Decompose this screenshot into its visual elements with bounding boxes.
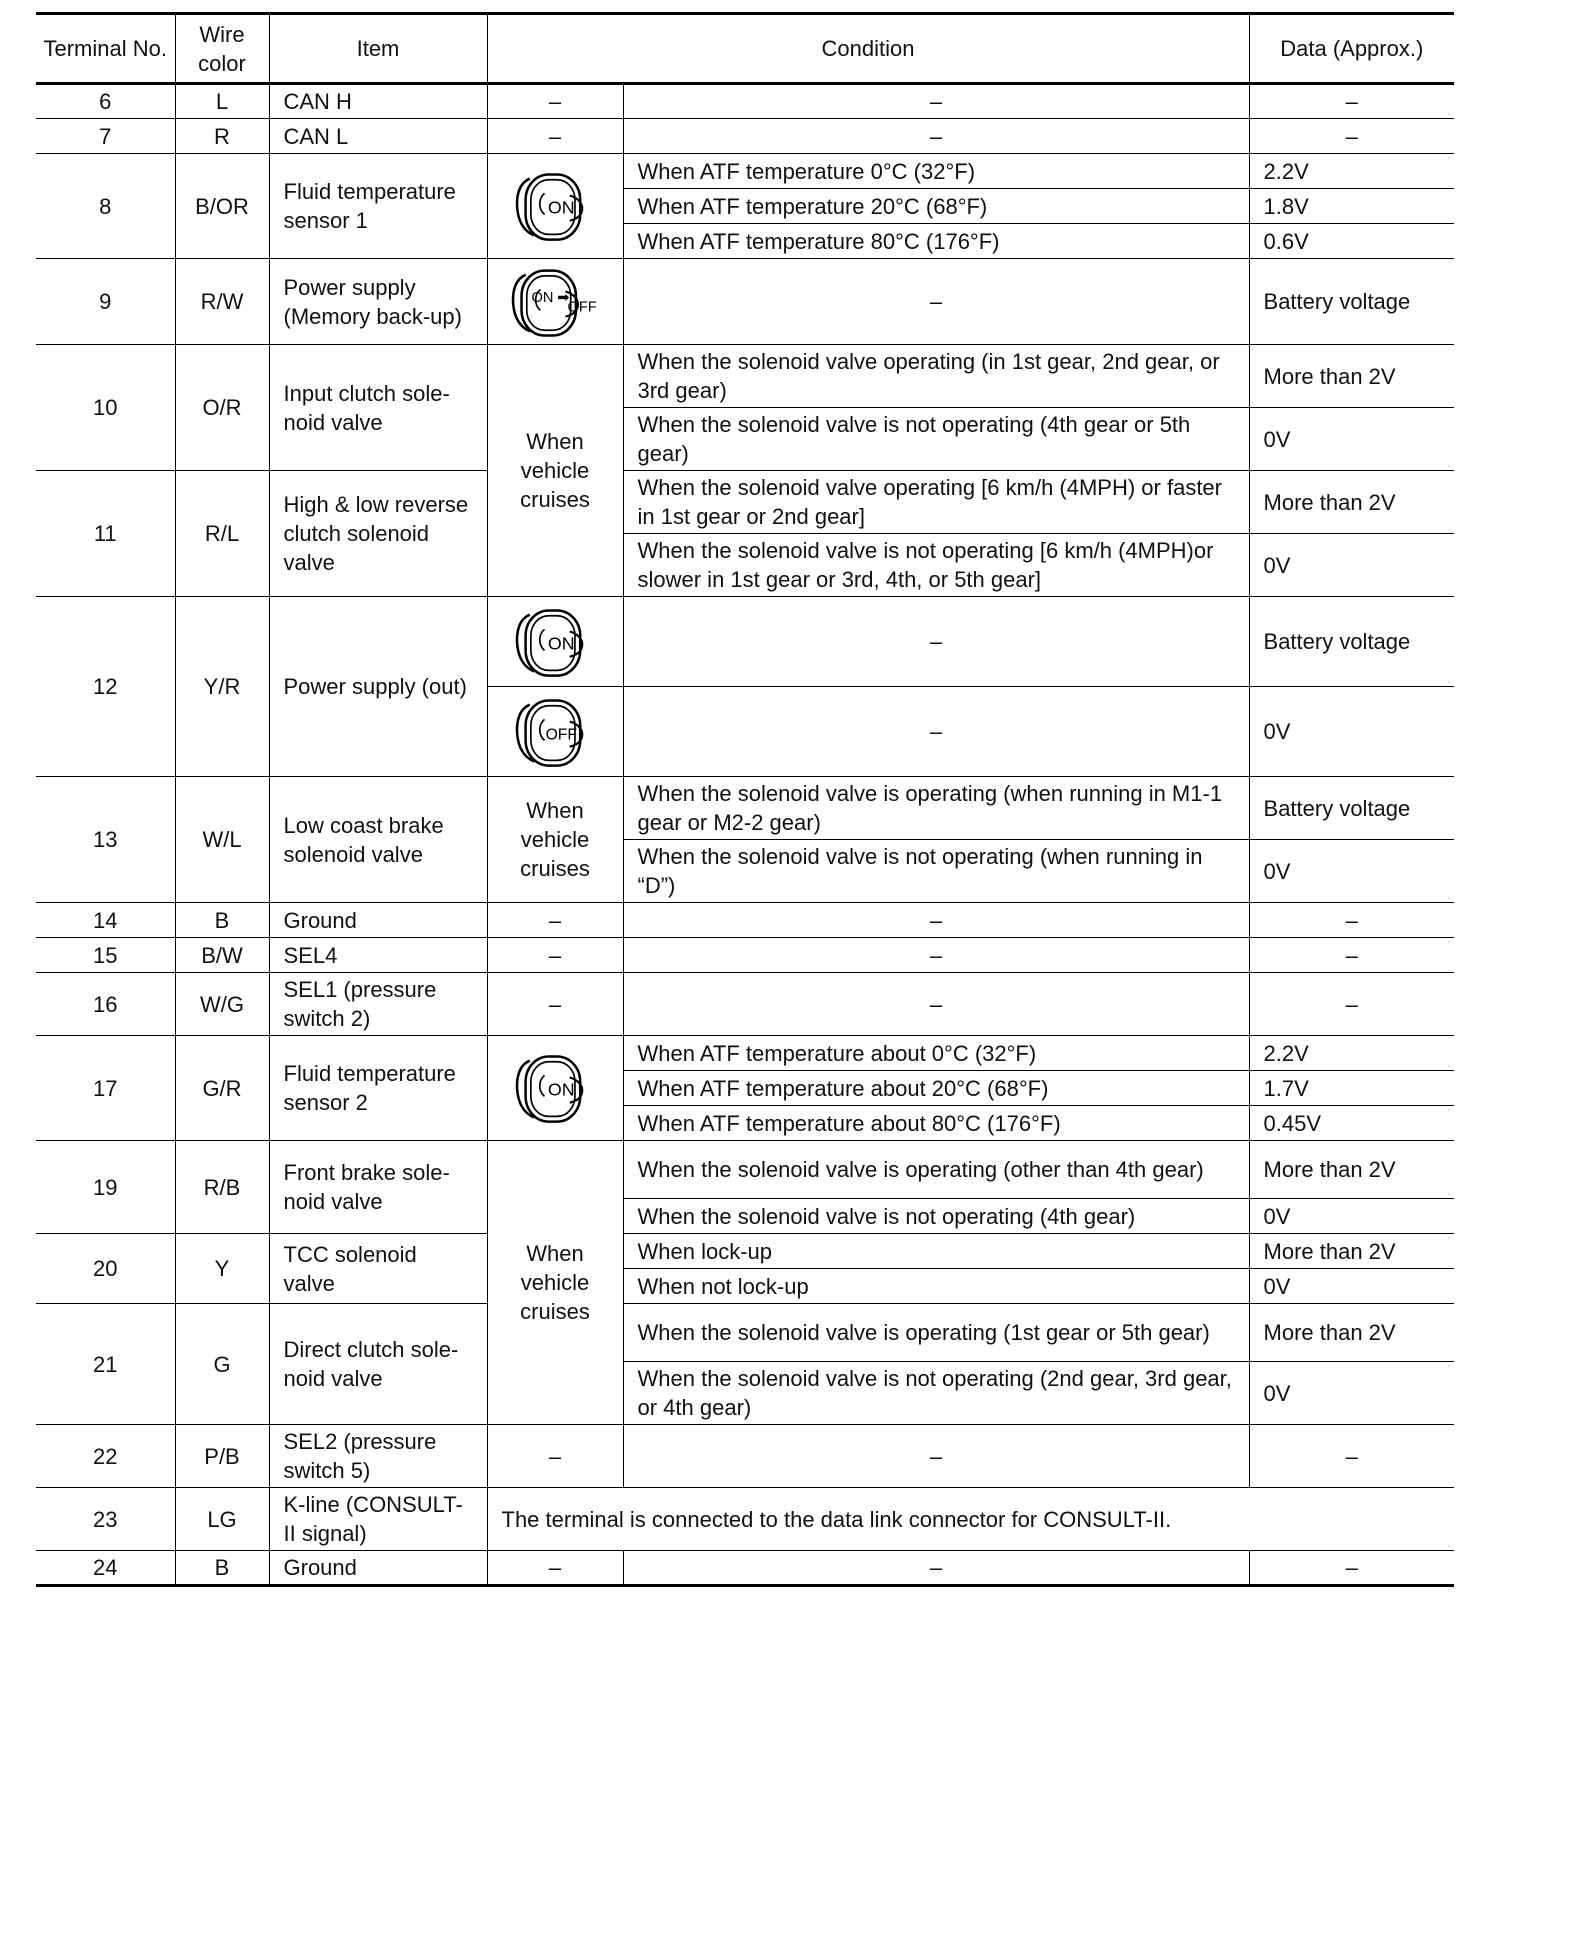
condition: When ATF temperature about 80°C (176°F) <box>623 1106 1249 1141</box>
table-row <box>36 345 1454 408</box>
item: Input clutch sole-noid valve <box>269 345 487 471</box>
item: K-line (CONSULT-II signal) <box>269 1488 487 1551</box>
item: CAN H <box>269 84 487 119</box>
data-value: – <box>1249 1425 1454 1488</box>
condition: When not lock-up <box>623 1269 1249 1304</box>
svg-text:OFF: OFF <box>545 725 578 743</box>
wire-color: B <box>175 903 269 938</box>
item: Power supply (Memory back-up) <box>269 259 487 345</box>
data-value: Battery voltage <box>1249 777 1454 840</box>
mode-dash: – <box>487 1551 623 1586</box>
condition: When ATF temperature 80°C (176°F) <box>623 224 1249 259</box>
table-row <box>36 777 1454 840</box>
data-value: 2.2V <box>1249 1036 1454 1071</box>
mode-dash: – <box>487 84 623 119</box>
data-value: Battery voltage <box>1249 259 1454 345</box>
table-row <box>36 1551 1454 1586</box>
condition: – <box>623 1551 1249 1586</box>
svg-text:ON: ON <box>547 1079 575 1100</box>
wire-color: B/OR <box>175 154 269 259</box>
data-value: More than 2V <box>1249 471 1454 534</box>
condition: When the solenoid valve operating [6 km/h (4MPH) or faster in 1st gear or 2nd gear] <box>623 471 1249 534</box>
data-value: 0.6V <box>1249 224 1454 259</box>
table-row <box>36 259 1454 345</box>
terminal-no: 14 <box>36 903 175 938</box>
item: Power supply (out) <box>269 597 487 777</box>
table-row <box>36 1234 1454 1269</box>
data-value: – <box>1249 84 1454 119</box>
mode-vehicle-cruises: When vehicle cruises <box>487 777 623 903</box>
data-value: Battery voltage <box>1249 597 1454 687</box>
condition: When ATF temperature about 20°C (68°F) <box>623 1071 1249 1106</box>
terminal-no: 10 <box>36 345 175 471</box>
table-row <box>36 903 1454 938</box>
condition: When ATF temperature 20°C (68°F) <box>623 189 1249 224</box>
condition: When the solenoid valve is operating (when running in M1-1 gear or M2-2 gear) <box>623 777 1249 840</box>
condition: When the solenoid valve operating (in 1st gear, 2nd gear, or 3rd gear) <box>623 345 1249 408</box>
condition: – <box>623 119 1249 154</box>
wire-color: W/L <box>175 777 269 903</box>
terminal-data-table <box>36 12 1454 1587</box>
header-condition: Condition <box>487 14 1249 84</box>
svg-text:ON: ON <box>531 289 554 306</box>
mode-dash: – <box>487 119 623 154</box>
condition: – <box>623 1425 1249 1488</box>
terminal-no: 21 <box>36 1304 175 1425</box>
table-row <box>36 1304 1454 1362</box>
condition: When the solenoid valve is operating (other than 4th gear) <box>623 1141 1249 1199</box>
wire-color: B/W <box>175 938 269 973</box>
item: Low coast brake solenoid valve <box>269 777 487 903</box>
data-value: More than 2V <box>1249 345 1454 408</box>
data-value: 0V <box>1249 687 1454 777</box>
mode-vehicle-cruises: When vehicle cruises <box>487 345 623 597</box>
wire-color: G/R <box>175 1036 269 1141</box>
header-wire-color: Wire color <box>175 14 269 84</box>
wire-color: Y <box>175 1234 269 1304</box>
condition: – <box>623 973 1249 1036</box>
data-value: 0V <box>1249 840 1454 903</box>
condition: When the solenoid valve is operating (1st gear or 5th gear) <box>623 1304 1249 1362</box>
terminal-no: 17 <box>36 1036 175 1141</box>
terminal-no: 13 <box>36 777 175 903</box>
data-value: More than 2V <box>1249 1141 1454 1199</box>
ignition-on-icon <box>487 597 623 687</box>
terminal-no: 7 <box>36 119 175 154</box>
data-value: – <box>1249 903 1454 938</box>
terminal-no: 6 <box>36 84 175 119</box>
mode-dash: – <box>487 938 623 973</box>
consult-note: The terminal is connected to the data link connector for CONSULT-II. <box>487 1488 1454 1551</box>
wire-color: LG <box>175 1488 269 1551</box>
terminal-no: 11 <box>36 471 175 597</box>
item: Fluid temperature sensor 2 <box>269 1036 487 1141</box>
wire-color: B <box>175 1551 269 1586</box>
table-row <box>36 154 1454 189</box>
data-value: – <box>1249 973 1454 1036</box>
condition: – <box>623 687 1249 777</box>
header-data: Data (Approx.) <box>1249 14 1454 84</box>
table-row <box>36 84 1454 119</box>
table-row <box>36 1141 1454 1199</box>
wire-color: R/B <box>175 1141 269 1234</box>
data-value: More than 2V <box>1249 1304 1454 1362</box>
data-value: 0V <box>1249 408 1454 471</box>
data-value: 2.2V <box>1249 154 1454 189</box>
data-value: 0V <box>1249 1199 1454 1234</box>
ignition-on-to-off-icon <box>487 259 623 345</box>
mode-dash: – <box>487 903 623 938</box>
ignition-on-icon <box>487 154 623 259</box>
item: TCC solenoid valve <box>269 1234 487 1304</box>
condition: – <box>623 84 1249 119</box>
wire-color: Y/R <box>175 597 269 777</box>
condition: When the solenoid valve is not operating (when running in “D”) <box>623 840 1249 903</box>
condition: – <box>623 259 1249 345</box>
data-value: – <box>1249 119 1454 154</box>
wire-color: L <box>175 84 269 119</box>
item: Direct clutch sole-noid valve <box>269 1304 487 1425</box>
condition: – <box>623 903 1249 938</box>
terminal-no: 22 <box>36 1425 175 1488</box>
condition: – <box>623 938 1249 973</box>
condition: When the solenoid valve is not operating (4th gear) <box>623 1199 1249 1234</box>
wire-color: W/G <box>175 973 269 1036</box>
table-row <box>36 1036 1454 1071</box>
data-value: 1.7V <box>1249 1071 1454 1106</box>
data-value: – <box>1249 938 1454 973</box>
terminal-no: 15 <box>36 938 175 973</box>
wire-color: R/L <box>175 471 269 597</box>
terminal-no: 9 <box>36 259 175 345</box>
wire-color: R <box>175 119 269 154</box>
table-row <box>36 597 1454 687</box>
svg-text:OFF: OFF <box>567 298 597 315</box>
data-value: 0V <box>1249 1269 1454 1304</box>
ignition-on-icon <box>487 1036 623 1141</box>
wire-color: P/B <box>175 1425 269 1488</box>
data-value: 1.8V <box>1249 189 1454 224</box>
table-row <box>36 1488 1454 1551</box>
condition: When lock-up <box>623 1234 1249 1269</box>
data-value: 0.45V <box>1249 1106 1454 1141</box>
terminal-no: 8 <box>36 154 175 259</box>
svg-text:ON: ON <box>547 197 575 218</box>
item: Ground <box>269 903 487 938</box>
mode-dash: – <box>487 973 623 1036</box>
terminal-no: 23 <box>36 1488 175 1551</box>
table-row <box>36 938 1454 973</box>
item: Fluid temperature sensor 1 <box>269 154 487 259</box>
condition: When the solenoid valve is not operating [6 km/h (4MPH)or slower in 1st gear or 3rd, 4th, or 5th gear] <box>623 534 1249 597</box>
mode-dash: – <box>487 1425 623 1488</box>
terminal-no: 20 <box>36 1234 175 1304</box>
svg-text:ON: ON <box>547 632 575 653</box>
mode-vehicle-cruises: When vehicle cruises <box>487 1141 623 1425</box>
terminal-no: 19 <box>36 1141 175 1234</box>
svg-text:➡: ➡ <box>557 289 570 306</box>
ignition-off-icon <box>487 687 623 777</box>
terminal-no: 24 <box>36 1551 175 1586</box>
condition: When the solenoid valve is not operating (4th gear or 5th gear) <box>623 408 1249 471</box>
table-row <box>36 471 1454 534</box>
data-value: 0V <box>1249 1362 1454 1425</box>
header-terminal-no: Terminal No. <box>36 14 175 84</box>
table-row <box>36 1425 1454 1488</box>
condition: – <box>623 597 1249 687</box>
condition: When the solenoid valve is not operating (2nd gear, 3rd gear, or 4th gear) <box>623 1362 1249 1425</box>
data-value: – <box>1249 1551 1454 1586</box>
data-value: 0V <box>1249 534 1454 597</box>
wire-color: O/R <box>175 345 269 471</box>
table-row <box>36 973 1454 1036</box>
item: CAN L <box>269 119 487 154</box>
wire-color: R/W <box>175 259 269 345</box>
terminal-no: 12 <box>36 597 175 777</box>
item: SEL2 (pressure switch 5) <box>269 1425 487 1488</box>
item: Ground <box>269 1551 487 1586</box>
terminal-no: 16 <box>36 973 175 1036</box>
item: SEL4 <box>269 938 487 973</box>
wire-color: G <box>175 1304 269 1425</box>
item: SEL1 (pressure switch 2) <box>269 973 487 1036</box>
item: High & low reverse clutch solenoid valve <box>269 471 487 597</box>
item: Front brake sole-noid valve <box>269 1141 487 1234</box>
condition: When ATF temperature 0°C (32°F) <box>623 154 1249 189</box>
header-item: Item <box>269 14 487 84</box>
data-value: More than 2V <box>1249 1234 1454 1269</box>
condition: When ATF temperature about 0°C (32°F) <box>623 1036 1249 1071</box>
table-row <box>36 119 1454 154</box>
